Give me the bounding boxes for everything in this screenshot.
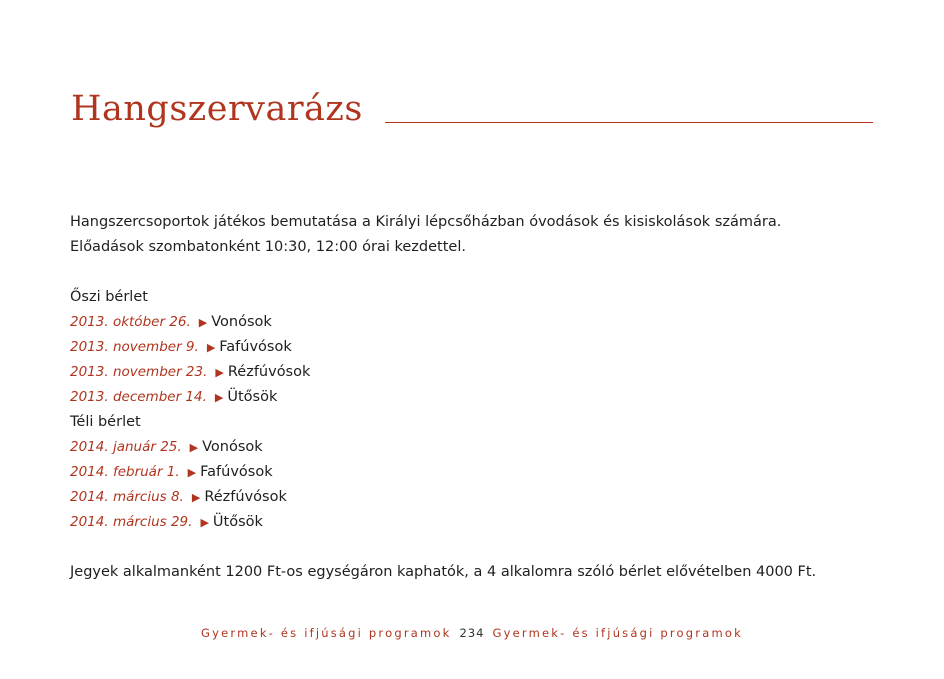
event-row bbox=[70, 385, 880, 410]
season-heading: Téli bérlet bbox=[70, 414, 141, 430]
play-arrow-icon: ▶ bbox=[215, 366, 224, 379]
page-title: Hangszervarázs bbox=[71, 89, 363, 129]
event-program: Rézfúvósok bbox=[204, 489, 287, 505]
event-row bbox=[70, 485, 880, 510]
play-arrow-icon: ▶ bbox=[206, 341, 216, 354]
intro-line: Előadások szombatonként 10:30, 12:00 órai kezdettel. bbox=[70, 239, 466, 255]
play-arrow-icon: ▶ bbox=[214, 391, 224, 404]
event-program: Vonósok bbox=[211, 314, 272, 330]
event-row bbox=[70, 335, 880, 360]
title-row bbox=[71, 89, 873, 129]
event-program: Rézfúvósok bbox=[227, 364, 311, 380]
content bbox=[70, 210, 880, 585]
event-program: Fafúvósok bbox=[200, 464, 273, 480]
event-row bbox=[70, 435, 880, 460]
intro-line: Hangszercsoportok játékos bemutatása a Királyi lépcsőházban óvodások és kisiskolások számára. bbox=[70, 214, 782, 230]
ticket-info: Jegyek alkalmanként 1200 Ft-os egységáron kaphatók, a 4 alkalomra szóló bérlet elővételben 4000 Ft. bbox=[70, 564, 817, 580]
event-date: 2013. december 14. bbox=[70, 389, 207, 405]
page-footer bbox=[0, 626, 944, 640]
play-arrow-icon: ▶ bbox=[187, 466, 197, 479]
event-date: 2014. január 25. bbox=[70, 439, 182, 455]
event-date: 2014. február 1. bbox=[70, 464, 180, 480]
event-row bbox=[70, 460, 880, 485]
event-date: 2013. november 23. bbox=[70, 364, 208, 380]
event-date: 2013. november 9. bbox=[70, 339, 199, 355]
event-date: 2014. március 29. bbox=[70, 514, 193, 530]
play-arrow-icon: ▶ bbox=[200, 516, 209, 529]
title-rule bbox=[385, 122, 873, 123]
play-arrow-icon: ▶ bbox=[189, 441, 199, 454]
event-row bbox=[70, 310, 880, 335]
event-program: Ütősök bbox=[212, 514, 263, 530]
play-arrow-icon: ▶ bbox=[198, 316, 208, 329]
footer-section-right: Gyermek- és ifjúsági programok bbox=[492, 626, 743, 640]
play-arrow-icon: ▶ bbox=[191, 491, 201, 504]
event-program: Fafúvósok bbox=[219, 339, 292, 355]
event-row bbox=[70, 510, 880, 535]
event-date: 2013. október 26. bbox=[70, 314, 191, 330]
event-date: 2014. március 8. bbox=[70, 489, 184, 505]
season-heading: Őszi bérlet bbox=[70, 289, 148, 305]
page-number: 234 bbox=[459, 626, 485, 640]
event-row bbox=[70, 360, 880, 385]
footer-section-left: Gyermek- és ifjúsági programok bbox=[201, 626, 452, 640]
event-program: Ütősök bbox=[227, 389, 278, 405]
event-program: Vonósok bbox=[202, 439, 263, 455]
